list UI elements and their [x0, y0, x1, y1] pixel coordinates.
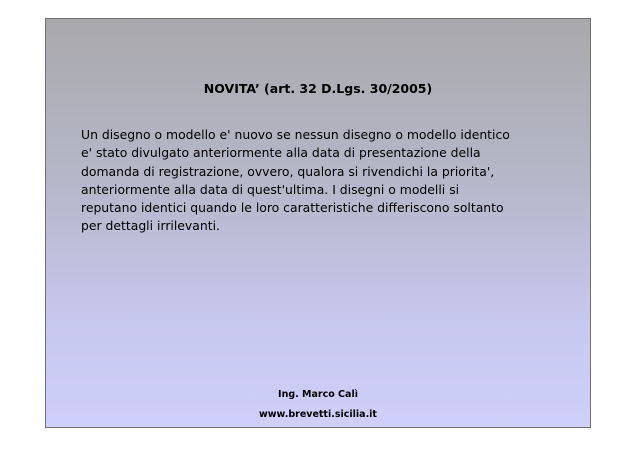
footer-website: www.brevetti.sicilia.it — [259, 409, 377, 420]
body-line: Un disegno o modello e' nuovo se nessun disegno o modello identico — [81, 127, 510, 142]
body-line: anteriormente alla data di quest'ultima. I disegni o modelli si — [81, 181, 460, 197]
body-line: e' stato divulgato anteriormente alla data di presentazione della — [81, 145, 481, 161]
footer-author: Ing. Marco Calì — [278, 389, 358, 400]
slide-body — [81, 126, 561, 236]
slide-title: NOVITA’ (art. 32 D.Lgs. 30/2005) — [203, 81, 433, 96]
body-line: reputano identici quando le loro caratteristiche differiscono soltanto — [81, 200, 504, 216]
slide — [45, 18, 591, 428]
body-line: per dettagli irrilevanti. — [81, 218, 220, 234]
body-line: domanda di registrazione, ovvero, qualora si rivendichi la priorita', — [81, 163, 495, 179]
